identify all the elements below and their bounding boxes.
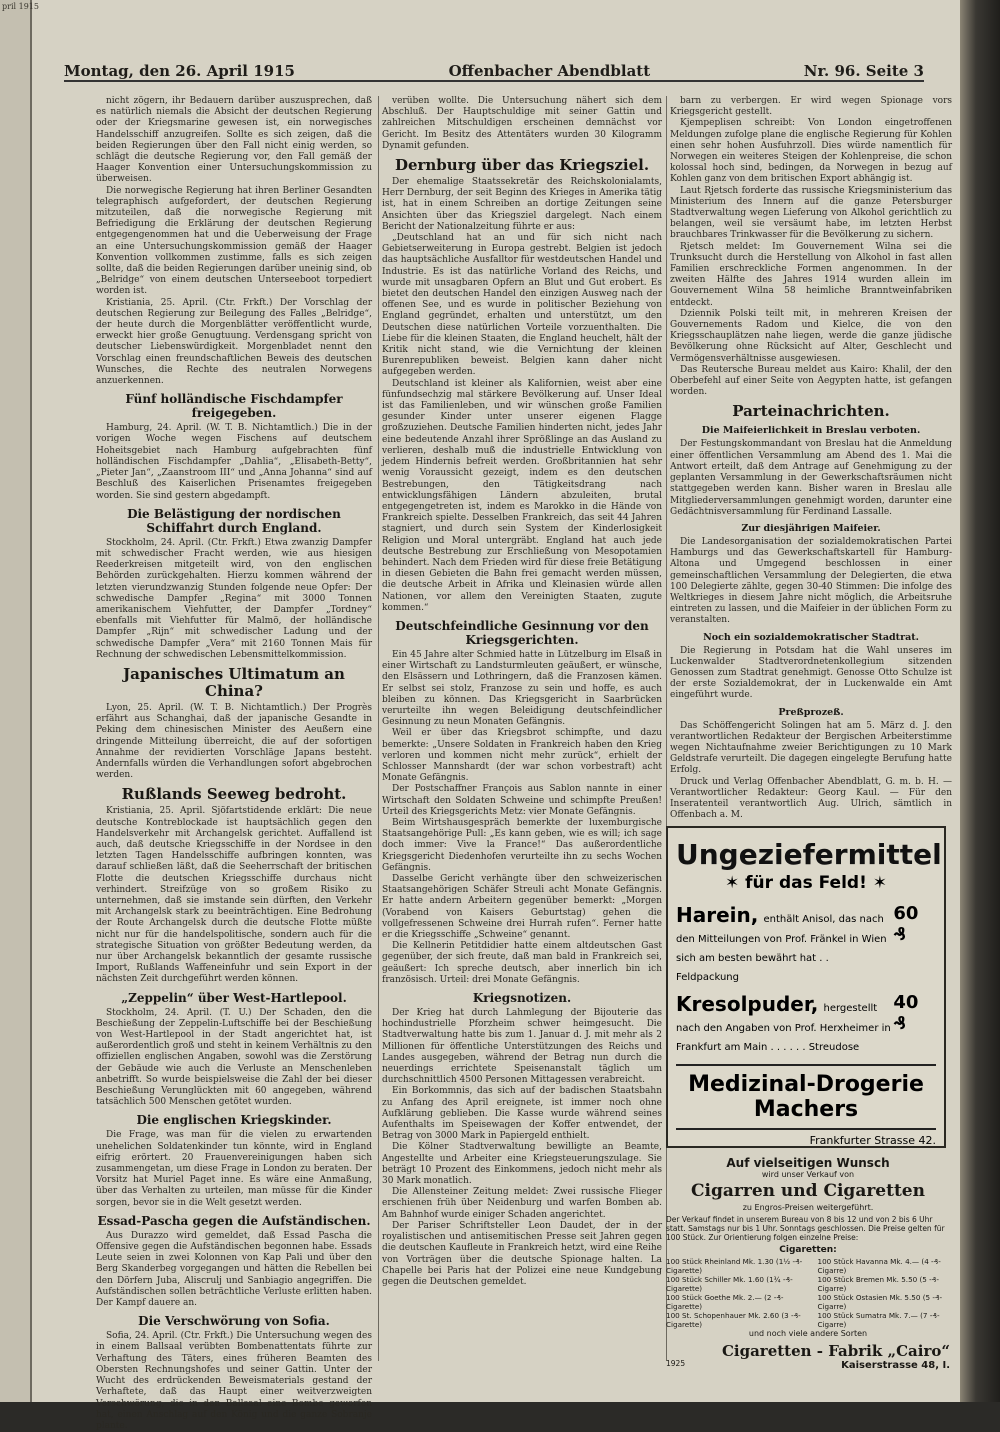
article-headline: Parteinachrichten. bbox=[732, 402, 890, 421]
ad-title: Ungeziefermittel bbox=[676, 838, 942, 871]
article-paragraph: Die Frage, was man für die vielen zu erwartenden unehelichen Soldatenkinder tun könnte, wird in England eifrig erörtert. 20 Frauenvereinigungen haben sich zusammengetan, um diese Frage in London zu beraten. Der Vorsitz hat Muriel Paget inne. Es wäre eine Anmaßung, über das Verhalten zu urteilen, man müsse für die Kinder sorgen, bevor sie in die Welt gesetzt werden. bbox=[96, 1130, 372, 1208]
article-paragraph: Lyon, 25. April. (W. T. B. Nichtamtlich.) Der Progrès erfährt aus Schanghai, daß der japanische Gesandte in Peking dem chinesischen Minister des Aeußern eine dringende Mitteilung überreicht, die auf der sofortigen Annahme der revidierten Vorschläge Japans besteht. Andernfalls würden die Verhandlungen sofort abgebrochen werden. bbox=[96, 702, 372, 781]
price-cell: 100 Stück Sumatra Mk. 7.— (7 -₰-Cigarre) bbox=[817, 1311, 940, 1329]
ad-heading: Cigaretten: bbox=[779, 1245, 837, 1255]
article-paragraph: „Deutschland hat an und für sich nicht nach Gebietserweiterung in Europa gestrebt. Belgien ist jedoch das hauptsächliche Ausfalltor für westdeutschen Handel und Industrie. Es ist das natürliche Vorland des Reichs, und wurde mit unsagbaren Opfern an Blut und Gut erobert. Es bietet den deutschen Handel den einzigen Ausweg nach der offenen See, und es wurde in politischer Beziehung von England gegründet, erhalten und unterstützt, um den Deutschen diese natürlichen Vorteile vorzuenthalten. Die Liebe für die kleinen Staaten, die England heuchelt, hält der Kritik nicht stand, wie die Vernichtung der kleinen Burenrepubliken beweist. Belgien kann daher nicht aufgegeben werden. bbox=[382, 233, 662, 378]
price-cell: 100 Stück Schiller Mk. 1.60 (1¾ -₰-Cigarette) bbox=[666, 1275, 793, 1293]
ad-more: und noch viele andere Sorten bbox=[748, 1329, 868, 1338]
article-paragraph: Druck und Verlag Offenbacher Abendblatt, G. m. b. H. — Verantwortlicher Redakteur: Georg Kaul. — Für den Inseratenteil verantwortlich Aug. Ulrich, sämtlich in Offenbach a. M. bbox=[670, 776, 952, 821]
article-headline: Deutschfeindliche Gesinnung vor den Kriegsgerichten. bbox=[395, 618, 649, 647]
article-headline: Die Belästigung der nordischen Schiffahrt durch England. bbox=[127, 506, 341, 535]
article-headline: Zur diesjährigen Maifeier. bbox=[741, 522, 881, 534]
article-paragraph: Dasselbe Gericht verhängte über den schweizerischen Staatsangehörigen Schäfer Streuli acht Monate Gefängnis. Er hatte andern Arbeitern gegenüber bemerkt: „Morgen (Vorabend von Kaisers Geburtstag) gehen die vollgefressenen Schweine drei Hurrah rufen“. Ferner hatte er die Kriegsschiffe „Schweine“ genannt. bbox=[382, 874, 662, 941]
article-paragraph: Der Festungskommandant von Breslau hat die Anmeldung einer öffentlichen Versammlung am Abend des 1. Mai die Antwort erteilt, daß dem Antrage auf Genehmigung zu der geplanten Versammlung in der Gewerkschaftsräumen nicht stattgegeben werden kann. Bisher waren in Breslau alle Mitgliederversammlungen genehmigt worden, darunter eine Gedächtnisversammlung für Ferdinand Lassalle. bbox=[670, 439, 952, 517]
article-headline: Die Verschwörung von Sofia. bbox=[138, 1314, 330, 1329]
article-headline: Preßprozeß. bbox=[778, 706, 844, 718]
article-headline: Die englischen Kriegskinder. bbox=[136, 1113, 332, 1128]
price-row bbox=[666, 1275, 950, 1293]
book-binding bbox=[960, 0, 1000, 1402]
price-cell: 100 Stück Goethe Mk. 2.— (2 -₰-Cigarette) bbox=[666, 1293, 784, 1311]
product-price: 60 ₰ bbox=[893, 903, 919, 945]
price-row bbox=[666, 1257, 950, 1275]
article-paragraph: Der ehemalige Staatssekretär des Reichskolonialamts, Herr Dernburg, der seit Beginn des Krieges in Amerika tätig ist, hat in einem Schreiben an dortige Zeitungen seine Ansichten über das Kriegsziel dargelegt. Nach einem Bericht der Nationalzeitung führte er aus: bbox=[382, 177, 662, 232]
article-paragraph: Deutschland ist kleiner als Kalifornien, weist aber eine fünfundsechzig mal stärkere Bevölkerung auf. Unser Ideal ist das Familienleben, und wir wünschen große Familien gesunder Kinder unter unserer eigenen Flagge großzuziehen. Deutsche Familien hinderten nicht, jedes Jahr eine bedeutende Anzahl ihrer Sprößlinge an das Ausland zu verlieren, deshalb muß die industrielle Entwicklung von jedem Hindernis befreit werden. Großbritannien hat sehr wenig Voraussicht gezeigt, indem es den deutschen Bestrebungen, den Tätigkeitsdrang nach entwicklungsfähigen Ländern abzuleiten, brutal entgegengetreten ist, indem es Marokko in die Hände von Frankreich spielte. Desselben Frankreich, das seit 44 Jahren stagniert, und durch sein System der Kinderlosigkeit Religion und Moral untergräbt. England hat auch jede deutsche Bestrebung zur Erschließung von Mesopotamien behindert. Nach dem Frieden wird für diese freie Betätigung in diesen Gebieten die Bahn frei gemacht werden müssen, die deutsche Arbeit in Afrika und Kleinasien würde allen Nationen, vor allem den Vereinigten Staaten, zugute kommen.“ bbox=[382, 378, 662, 613]
advertisement-cigarren bbox=[666, 1156, 950, 1371]
article-paragraph: nicht zögern, ihr Bedauern darüber auszusprechen, daß es natürlich niemals die Absicht der deutschen Regierung oder der Kriegsmarine gewesen ist, ein norwegisches Handelsschiff anzugreifen. Sollte es sich zeigen, daß die beiden Regierungen über den Fall nicht einig werden, so schlägt die deutsche Regierung vor, den Fall gemäß der Haager Konvention einer Untersuchungskommission zu überweisen. bbox=[96, 96, 372, 185]
ad-code: 1925 bbox=[666, 1359, 686, 1368]
article-paragraph: Die Allensteiner Zeitung meldet: Zwei russische Flieger erschienen früh über Neidenburg und warfen Bomben ab. Am Bahnhof wurde einiger Schaden angerichtet. bbox=[382, 1187, 662, 1220]
column-rule bbox=[378, 96, 379, 1361]
article-paragraph: Rjetsch meldet: Im Gouvernement Wilna sei die Trunksucht durch die Herstellung von Alkohol in fast allen Familien erschreckliche Formen angenommen. In der zweiten Hälfte des Jahres 1914 wurden allein im Gouvernement Wilna 58 heimliche Branntweinfabriken entdeckt. bbox=[670, 241, 952, 308]
article-paragraph: Hamburg, 24. April. (W. T. B. Nichtamtlich.) Die in der vorigen Woche wegen Fischens auf deutschem Hoheitsgebiet nach Hamburg aufgebrachten fünf holländischen Fischdampfer „Dahlia“, „Elisabeth-Betty“, „Pieter Jan“, „Zaanstroom III“ und „Anna Johanna“ sind auf Beschluß des Kaiserlichen Prisenamtes freigegeben worden. Sie sind gestern abgedampft. bbox=[96, 423, 372, 501]
ad-text: Der Verkauf findet in unserem Bureau von 8 bis 12 und von 2 bis 6 Uhr statt. Samstags nur bis 1 Uhr. Sonntags geschlossen. Die Preise gelten für 100 Stück. Zur Orientierung folgen einzelne Preise: bbox=[666, 1215, 945, 1242]
ad-address: Frankfurter Strasse 42. bbox=[809, 1134, 936, 1147]
article-paragraph: barn zu verbergen. Er wird wegen Spionage vors Kriegsgericht gestellt. bbox=[670, 96, 952, 118]
price-row bbox=[666, 1293, 950, 1311]
product-description: hergestellt nach den Angaben von Prof. Herxheimer in Frankfurt am Main . . . . . . Streudose bbox=[676, 1003, 891, 1053]
article-paragraph: Beim Wirtshausgespräch bemerkte der luxemburgische Staatsangehörige Pull: „Es kann geben, wie es will; ich sage doch immer: Vive la France!“ Das außerordentliche Kriegsgericht Diedenhofen verurteilte ihn zu sechs Wochen Gefängnis. bbox=[382, 817, 662, 873]
ad-line: zu Engros-Preisen weitergeführt. bbox=[742, 1203, 874, 1212]
article-paragraph: Der Pariser Schriftsteller Leon Daudet, der in der royalistischen und antisemitischen Presse seit Jahren gegen die deutschen Kaufleute in Frankreich hetzt, wird eine Reihe von Vorträgen über die deutsche Spionage halten. La Chapelle bei Paris hat der Polizei eine neue Kundgebung gegen die Deutschen gemeldet. bbox=[382, 1220, 662, 1287]
price-cell: 100 Stück Bremen Mk. 5.50 (5 -₰-Cigarre) bbox=[817, 1275, 939, 1293]
article-paragraph: Kristiania, 25. April. (Ctr. Frkft.) Der Vorschlag der deutschen Regierung zur Beilegung des Falles „Belridge“, der heute durch die Morgenblätter veröffentlicht wurde, erweckt hier große Genugtuung. Verdensgang spricht von deutscher Liebenswürdigkeit. Morgenbladet nennt den Vorschlag einen freundschaftlichen Beweis des deutschen Wunsches, die Rechte des neutralen Norwegens anzuerkennen. bbox=[96, 297, 372, 387]
price-cell: 100 St. Schopenhauer Mk. 2.60 (3 -₰-Cigarette) bbox=[666, 1311, 801, 1329]
masthead-date: Montag, den 26. April 1915 bbox=[64, 62, 295, 80]
article-paragraph: Die Kölner Stadtverwaltung bewilligte an Beamte, Angestellte und Arbeiter eine Kriegsteuerungszulage. Sie beträgt 10 Prozent des Einkommens, jedoch nicht mehr als 30 Mark monatlich. bbox=[382, 1142, 662, 1187]
article-headline: Kriegsnotizen. bbox=[472, 991, 572, 1006]
previous-page-edge bbox=[0, 0, 39, 1402]
article-paragraph: Das Schöffengericht Solingen hat am 5. März d. J. den verantwortlichen Redakteur der Bergischen Arbeiterstimme wegen Nichtaufnahme zweier Berichtigungen zu 10 Mark Geldstrafe verurteilt. Die dagegen eingelegte Berufung hatte Erfolg. bbox=[670, 720, 952, 776]
article-paragraph: Der Postschaffner François aus Sablon nannte in einer Wirtschaft den Soldaten Schweine und schimpfte Preußen! Urteil des Kriegsgerichts Metz: vier Monate Gefängnis. bbox=[382, 784, 662, 817]
article-paragraph: Kjempeplisen schreibt: Von London eingetroffenen Meldungen zufolge plane die englische Regierung für Kohlen einen sehr hohen Ausfuhrzoll. Dies würde namentlich für Norwegen ein weiteres Steigen der Kohlenpreise, die schon kolossal hoch sind, bedingen, da Norwegen in bezug auf Kohlen ganz von dem britischen Export abhängig ist. bbox=[670, 118, 952, 185]
article-paragraph: verüben wollte. Die Untersuchung nähert sich dem Abschluß. Der Hauptschuldige mit seiner Gattin und zahlreichen Mitschuldigen erscheinen demnächst vor Gericht. Im Besitz des Attentäters wurden 30 Kilogramm Dynamit gefunden. bbox=[382, 96, 662, 151]
firm-address: Kaiserstrasse 48, I. bbox=[841, 1360, 950, 1371]
article-paragraph: Stockholm, 24. April. (T. U.) Der Schaden, den die Beschießung der Zeppelin-Luftschiffe bei der Beschießung von West-Hartlepool in der Stadt angerichtet hat, ist außerordentlich groß und steht in keinem Verhältnis zu den offiziellen englischen Angaben, sowohl was die Zerstörung der Gebäude wie auch die Verluste an Menschenleben anbetrifft. So wurde beispielsweise die Zahl der bei dieser Beschießung Verunglückten mit 60 angegeben, während tatsächlich 500 Menschen getötet wurden. bbox=[96, 1007, 372, 1108]
ad-product-harein bbox=[676, 903, 936, 984]
article-headline: Noch ein sozialdemokratischer Stadtrat. bbox=[703, 631, 919, 643]
article-paragraph: Kristiania, 25. April. Sjöfartstidende erklärt: Die neue deutsche Kontreblockade ist hauptsächlich gegen den Handelsverkehr mit Archangelsk gerichtet. Auffallend ist auch, daß deutsche Kriegsschiffe in der Nordsee in den letzten Tagen Handelsschiffe aufbringen konnten, was darauf schließen läßt, daß die Seeherrschaft der britischen Flotte die deutschen Kriegsschiffe durchaus nicht verhindert. Streifzüge von so großem Risiko zu unternehmen, daß sie imstande sein dürften, den Verkehr mit Archangelsk stark zu beeinträchtigen. Eine Bedrohung der Route Archangelsk durch die deutsche Flotte müßte nicht nur für die handelspolitische, sondern auch für die strategische Situation von größter Bedeutung werden, da nur über Archangelsk bekanntlich der gesamte russische Import, Rußlands Waffeneinfuhr und sein Export in der nächsten Zeit durchgeführt werden können. bbox=[96, 806, 372, 985]
ad-line: Auf vielseitigen Wunsch bbox=[726, 1156, 890, 1170]
masthead-paper: Offenbacher Abendblatt bbox=[448, 62, 651, 80]
firm-name: Cigaretten - Fabrik „Cairo“ bbox=[721, 1342, 950, 1360]
ad-drogerie-name: Medizinal-Drogerie Machers bbox=[676, 1064, 936, 1130]
article-paragraph: Die Kellnerin Petitdidier hatte einem altdeutschen Gast gegenüber, der sich freute, daß man bald in Frankreich sei, geäußert: Ich spreche deutsch, aber innerlich bin ich französisch. Urteil: drei Monate Gefängnis. bbox=[382, 941, 662, 985]
price-table bbox=[666, 1257, 950, 1329]
ad-line: wird unser Verkauf von bbox=[761, 1170, 855, 1179]
column-1 bbox=[96, 96, 372, 1431]
article-headline: Die Maifeierlichkeit in Breslau verboten. bbox=[701, 425, 921, 437]
column-2 bbox=[382, 96, 662, 1361]
article-paragraph: Der Krieg hat durch Lahmlegung der Bijouterie das hochindustrielle Pforzheim schwer heimgesucht. Die Stadtverwaltung hatte bis zum 1. Januar d. J. mit mehr als 2 Millionen für öffentliche Unterstützungen des Reichs und Landes ausgegeben, während der Betrag nun durch die neuerdings errichtete Speisenanstalt täglich um durchschnittlich 4500 Personen Mittagessen verabreicht. bbox=[382, 1008, 662, 1086]
price-cell: 100 Stück Rheinland Mk. 1.30 (1½ -₰-Cigarette) bbox=[666, 1257, 803, 1275]
article-paragraph: Weil er über das Kriegsbrot schimpfte, und dazu bemerkte: „Unsere Soldaten in Frankreich haben den Krieg verloren und kommen nicht mehr zurück“, erhielt der Schlosser Mannshardt (der war schon vorbestraft) acht Monate Gefängnis. bbox=[382, 728, 662, 784]
price-cell: 100 Stück Ostasien Mk. 5.50 (5 -₰-Cigarre) bbox=[817, 1293, 943, 1311]
masthead-issue: Nr. 96. Seite 3 bbox=[803, 62, 924, 80]
article-paragraph: Laut Rjetsch forderte das russische Kriegsministerium das Ministerium des Innern auf die ganze Petersburger Stadtverwaltung wegen Lieferung von Alkohol gerichtlich zu belangen, weil sie versäumt habe, im letzten Herbst brauchbares Trinkwasser für die Bevölkerung zu sichern. bbox=[670, 185, 952, 241]
article-paragraph: Ein Borkommnis, das sich auf der badischen Staatsbahn zu Anfang des April ereignete, ist immer noch ohne Aufklärung geblieben. Die Kasse wurde während seines Aufenthalts im Speisewagen der Koffer entwendet, der Betrag von 3000 Mark in Papiergeld enthielt. bbox=[382, 1086, 662, 1142]
article-paragraph: Stockholm, 24. April. (Ctr. Frkft.) Etwa zwanzig Dampfer mit schwedischer Fracht werden, wie aus hiesigen Reederkreisen mitgeteilt wird, von den englischen Behörden zurückgehalten. Hierzu kommen während der letzten vierundzwanzig Stunden folgende neue Opfer: Der schwedische Dampfer „Regina“ mit 3000 Tonnen amerikanischem Viehfutter, der Dampfer „Tordney“ ebenfalls mit Viehfutter für Malmö, der holländische Dampfer „Rijn“ mit schwedischer Ladung und der schwedische Dampfer „Vera“ mit 2160 Tonnen Mais für Rechnung der schwedischen Lebensmittelkommission. bbox=[96, 537, 372, 660]
product-price: 40 ₰ bbox=[893, 992, 919, 1034]
article-headline: Dernburg über das Kriegsziel. bbox=[394, 156, 650, 175]
masthead bbox=[64, 56, 924, 82]
previous-page-fragment: pril 1915 bbox=[2, 2, 39, 11]
article-paragraph: Die norwegische Regierung hat ihren Berliner Gesandten telegraphisch aufgefordert, der deutschen Regierung mitzuteilen, daß die norwegische Regierung mit Befriedigung die Erklärung der deutschen Regierung entgegengenommen hat und die Ueberweisung der Frage an eine Untersuchungskommission gemäß der Haager Konvention vollkommen zustimme, falls es sich zeigen sollte, daß die beiden Regierungen darüber uneinig sind, ob „Belridge“ von einem deutschen Unterseeboot torpediert worden ist. bbox=[96, 185, 372, 297]
article-headline: Essad-Pascha gegen die Aufständischen. bbox=[97, 1213, 371, 1228]
product-name: Kresolpuder, bbox=[676, 992, 819, 1016]
article-headline: „Zeppelin“ über West-Hartlepool. bbox=[121, 990, 347, 1005]
column-3 bbox=[670, 96, 952, 821]
article-paragraph: Das Reutersche Bureau meldet aus Kairo: Khalil, der den Oberbefehl auf einer Seite von Aegypten hatte, ist gefangen worden. bbox=[670, 364, 952, 398]
article-paragraph: Die Regierung in Potsdam hat die Wahl unseres im Luckenwalder Stadtverordnetenkollegium sitzenden Genossen zum Stadtrat genehmigt. Genosse Otto Schulze ist der erste Sozialdemokrat, der in Luckenwalde ein Amt eingeführt wurde. bbox=[670, 645, 952, 701]
article-paragraph: Dziennik Polski teilt mit, in mehreren Kreisen der Gouvernements Radom und Kielce, die von den Kriegsschauplätzen nahe liegen, werde die ganze jüdische Bevölkerung ohne Rücksicht auf Alter, Geschlecht und Vermögensverhältnisse ausgewiesen. bbox=[670, 308, 952, 364]
article-paragraph: Aus Durazzo wird gemeldet, daß Essad Pascha die Offensive gegen die Aufständischen begonnen habe. Essads Leute seien in zwei Kolonnen von Kap Pali und über den Berg Skanderbeg vorgegangen und hätten die Rebellen bei den Dörfern Juba, Aliscrulj und Sanbiagio angegriffen. Die Aufständischen sollen beträchtliche Verluste erlitten haben. Der Kampf dauere an. bbox=[96, 1230, 372, 1309]
ad-product-kresolpuder bbox=[676, 992, 936, 1054]
advertisement-ungeziefermittel bbox=[666, 826, 946, 1148]
ad-headline: Cigarren und Cigaretten bbox=[691, 1181, 925, 1201]
price-cell: 100 Stück Havanna Mk. 4.— (4 -₰-Cigarre) bbox=[817, 1257, 941, 1275]
product-name: Harein, bbox=[676, 903, 759, 927]
article-headline: Japanisches Ultimatum an China? bbox=[123, 664, 345, 700]
article-headline: Fünf holländische Fischdampfer freigegeben. bbox=[125, 392, 343, 421]
article-headline: Rußlands Seeweg bedroht. bbox=[121, 785, 347, 804]
article-paragraph: Sofia, 24. April. (Ctr. Frkft.) Die Untersuchung wegen des in einem Ballsaal verübten Bombenattentats führte zur Verhaftung des Täters, eines früheren Beamten des Obersten Rechnungshofes und seiner Gattin. Unter der Wucht des erdrückenden Beweismaterials gestand der Verhaftete, daß das Haupt einer weitverzweigten Verschwörung, die in den Ballsaal eine Bombe geworfen hat, einen Anschlag auf den König und die ganze Sobranje plante. bbox=[96, 1331, 372, 1431]
price-row bbox=[666, 1311, 950, 1329]
article-paragraph: Ein 45 Jahre alter Schmied hatte in Lützelburg im Elsaß in einer Wirtschaft zu Landsturmleuten geäußert, er wünsche, den Elsässern und Lothringern, daß die Franzosen kämen. Er selbst sei stolz, Franzose zu sein und hoffe, es auch bleiben zu können. Das Kriegsgericht in Saarbrücken verurteilte ihn wegen Beleidigung deutschfeindlicher Gesinnung zu neun Monaten Gefängnis. bbox=[382, 649, 662, 728]
article-paragraph: Die Landesorganisation der sozialdemokratischen Partei Hamburgs und das Gewerkschaftskartell für Hamburg-Altona und Umgegend beschlossen in einer gemeinschaftlichen Versammlung der Delegierten, die etwa 100 Delegierte zählte, gegen 30-40 Stimmen: Die infolge des Weltkrieges in diesem Jahre nicht möglich, die Arbeitsruhe eintreten zu lassen, und die Maifeier in der üblichen Form zu veranstalten. bbox=[670, 536, 952, 626]
product-description: enthält Anisol, das nach den Mitteilungen von Prof. Fränkel in Wien sich am besten bewährt hat . . Feldpackung bbox=[676, 914, 887, 983]
ad-subtitle: ✶ für das Feld! ✶ bbox=[724, 873, 887, 893]
